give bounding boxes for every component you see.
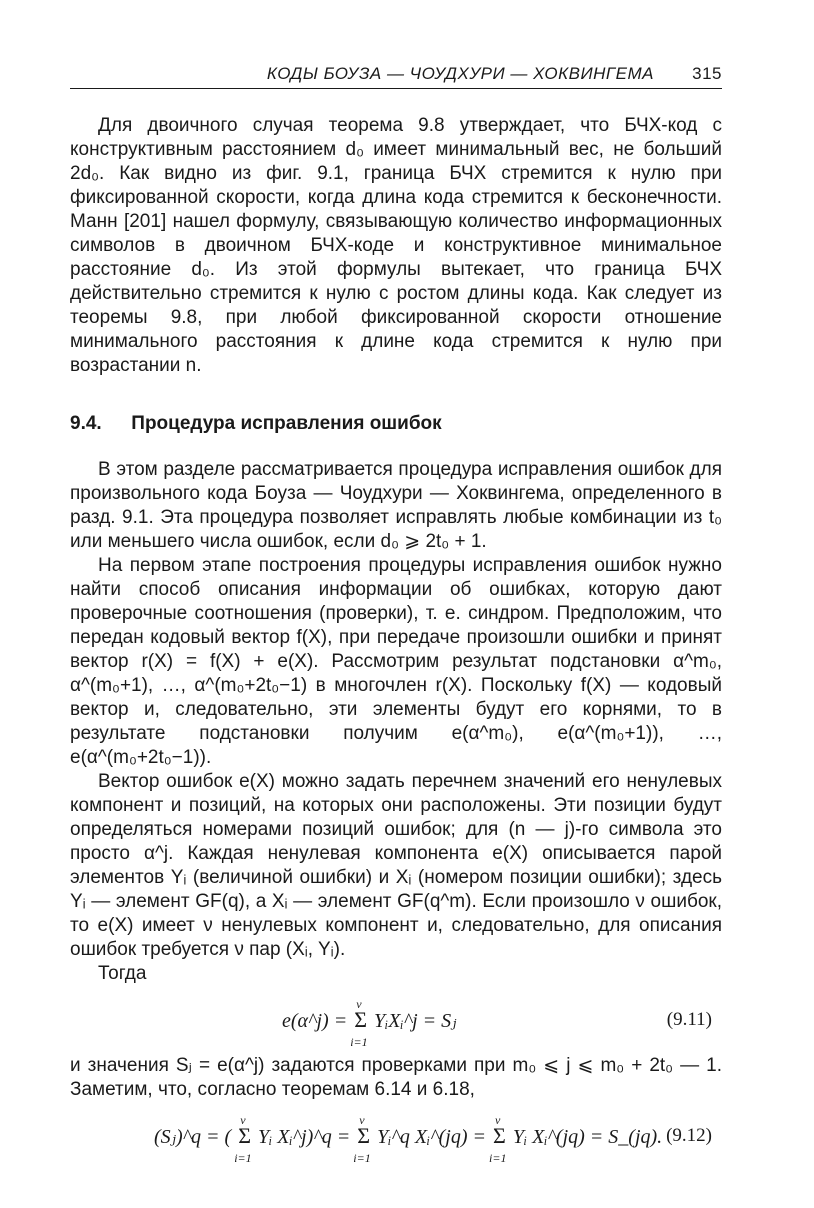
sum-symbol: Σ ν i=1: [352, 1008, 369, 1032]
eq2-lhs: (Sⱼ)^q = (: [154, 1126, 232, 1148]
equation-number: (9.12): [666, 1125, 712, 1146]
eq1-rhs: YᵢXᵢ^j = Sⱼ: [374, 1010, 457, 1032]
page-number: 315: [692, 64, 722, 83]
eq2-rhs: Yᵢ Xᵢ^(jq) = S_(jq).: [512, 1126, 663, 1148]
paragraph-bch-bound: Для двоичного случая теорема 9.8 утверждает, что БЧХ-код с конструктивным расстоянием d₀ имеет минимальный вес, не больший 2d₀. Как видно из фиг. 9.1, граница БЧХ стремится к нулю при фиксированной скорости, когда длина кода стремится к бесконечности. Манн [201] нашел формулу, связывающую количество информационных символов в двоичном БЧХ-коде и конструктивное минимальное расстояние d₀. Из этой формулы вытекает, что граница БЧХ действительно стремится к нулю с ростом длины кода. Как следует из теоремы 9.8, при любой фиксированной скорости отношение минимального расстояния к длине кода стремится к нулю при возрастании n.: [70, 115, 722, 376]
sum-symbol: Σ ν i=1: [491, 1124, 508, 1148]
running-header: [70, 62, 722, 89]
sum-lower: i=1: [353, 1151, 371, 1165]
paragraph-syndrome: На первом этапе построения процедуры исправления ошибок нужно найти способ описания информации об ошибках, которую дают проверочные соотношения (проверки), т. е. синдром. Предположим, что передан кодовый вектор f(X), при передаче произошли ошибки и принят вектор r(X) = f(X) + e(X). Рассмотрим результат подстановки α^m₀, α^(m₀+1), …, α^(m₀+2t₀−1) в многочлен r(X). Поскольку f(X) — кодовый вектор и, следовательно, эти элементы будут его корнями, то в результате подстановки получим e(α^m₀), e(α^(m₀+1)), …, e(α^(m₀+2t₀−1)).: [70, 555, 722, 768]
sum-lower: i=1: [234, 1151, 252, 1165]
paragraph-syndrome-values: и значения Sⱼ = e(α^j) задаются проверками при m₀ ⩽ j ⩽ m₀ + 2t₀ — 1. Заметим, что, согласно теоремам 6.14 и 6.18,: [70, 1055, 722, 1100]
sum-lower: i=1: [350, 1035, 368, 1049]
sum-lower: i=1: [489, 1151, 507, 1165]
sum-upper: ν: [240, 1113, 246, 1127]
page-content: [70, 114, 722, 1170]
eq2-mid: Yᵢ Xᵢ^j)^q =: [258, 1126, 351, 1148]
paragraph-error-vector: Вектор ошибок e(X) можно задать перечнем значений его ненулевых компонент и позиций, на которых они расположены. Эти позиции будут определяться номерами позиций ошибок; для (n — j)-го символа это просто α^j. Каждая ненулевая компонента e(X) описывается парой элементов Yᵢ (величиной ошибки) и Xᵢ (номером позиции ошибки); здесь Yᵢ — элемент GF(q), а Xᵢ — элемент GF(q^m). Если произошло ν ошибок, то e(X) имеет ν ненулевых компонент и, следовательно, для описания ошибок требуется ν пар (Xᵢ, Yᵢ).: [70, 771, 722, 960]
eq2-mid2: Yᵢ^q Xᵢ^(jq) =: [377, 1126, 487, 1148]
sum-symbol: Σ ν i=1: [355, 1124, 372, 1148]
equation-9-12: [70, 1106, 722, 1166]
section-heading: [70, 412, 722, 436]
equation-9-11: [70, 990, 722, 1050]
sum-symbol: Σ ν i=1: [236, 1124, 253, 1148]
eq1-lhs: e(α^j) =: [282, 1010, 348, 1032]
paragraph-intro: В этом разделе рассматривается процедура исправления ошибок для произвольного кода Боуза — Чоудхури — Хоквингема, определенного в разд. 9.1. Эта процедура позволяет исправлять любые комбинации из t₀ или меньшего числа ошибок, если d₀ ⩾ 2t₀ + 1.: [70, 459, 722, 552]
sum-upper: ν: [356, 997, 362, 1011]
sum-upper: ν: [359, 1113, 365, 1127]
section-number: 9.4.: [70, 413, 102, 434]
paragraph-then: Тогда: [98, 963, 147, 984]
section-title: Процедура исправления ошибок: [131, 413, 442, 434]
equation-number: (9.11): [666, 1009, 712, 1030]
header-title: КОДЫ БОУЗА — ЧОУДХУРИ — ХОКВИНГЕМА: [266, 64, 654, 83]
sum-upper: ν: [495, 1113, 501, 1127]
